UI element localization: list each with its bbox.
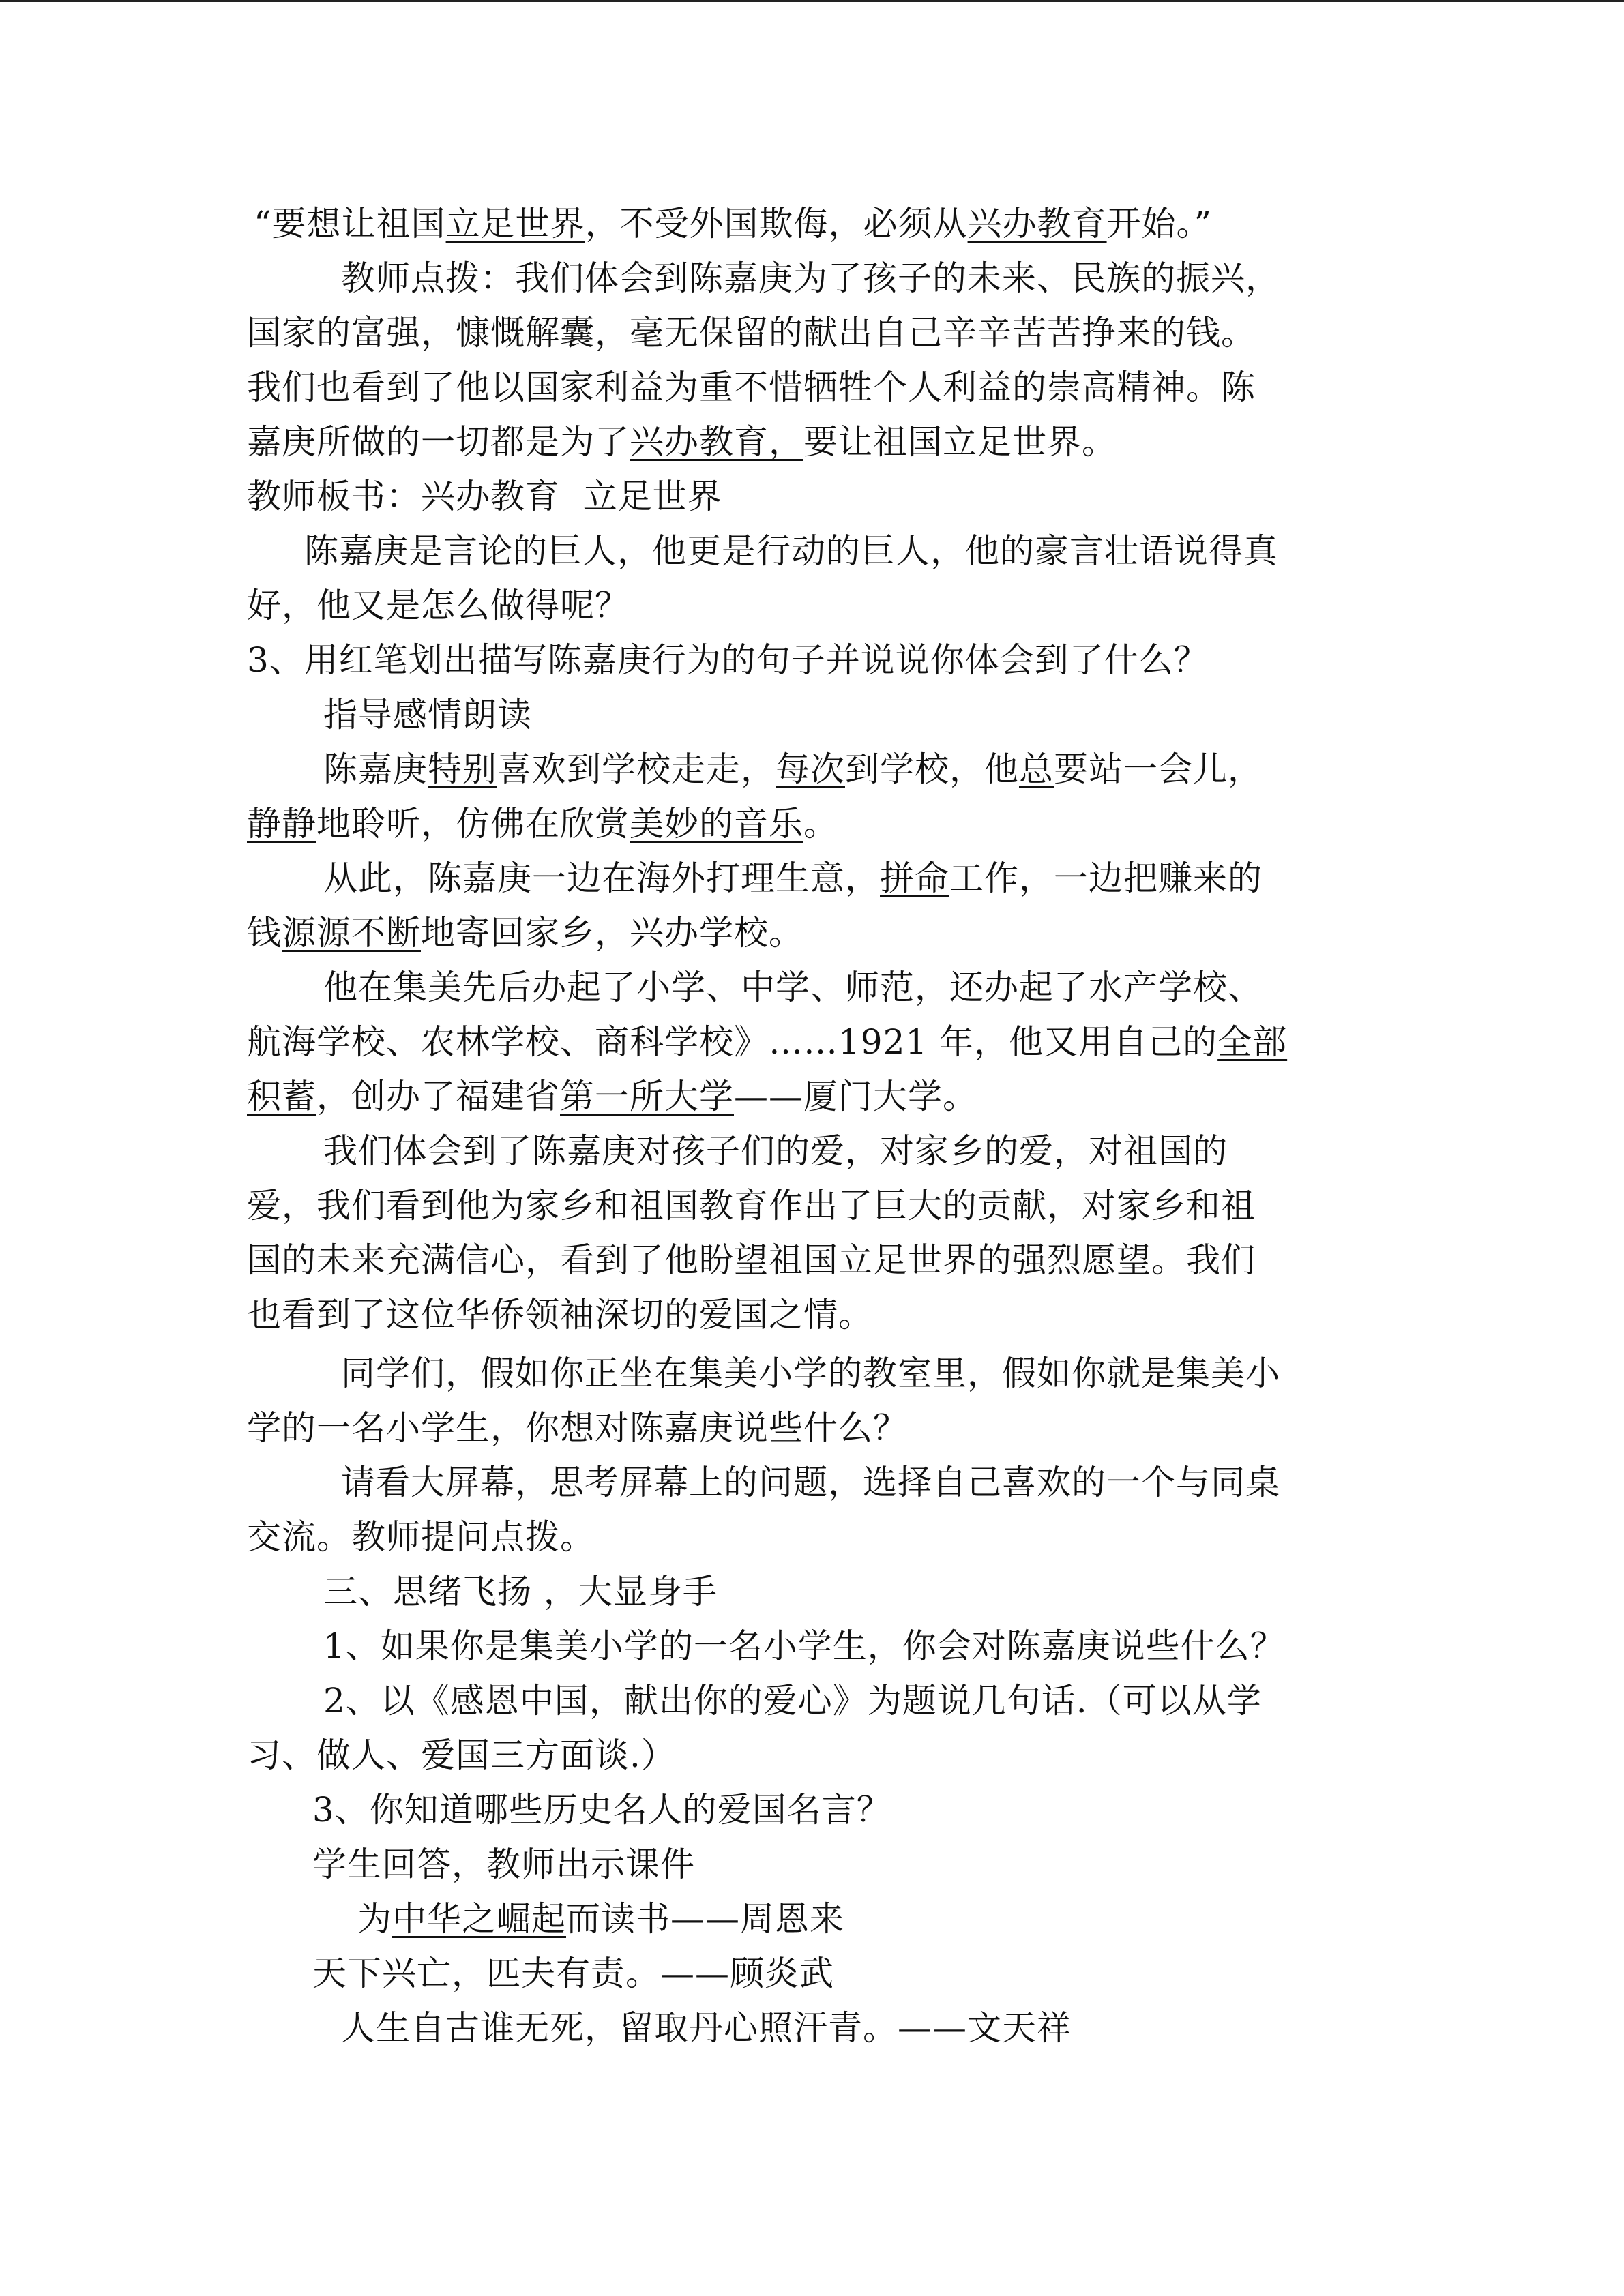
text-line (247, 311, 1256, 355)
text-run: 为 (357, 1899, 392, 1939)
text-line (312, 1952, 834, 1995)
text-run: 教师点拨：我们体会到陈嘉庚为了孩子的未来、民族的振兴， (341, 258, 1280, 298)
text-line (323, 747, 1263, 791)
underlined-text: 兴办教育， (630, 422, 803, 462)
text-run: 人生自古谁无死，留取丹心照汗青。——文天祥 (341, 2008, 1072, 2048)
text-line (312, 1788, 891, 1832)
text-run: 航海学校、农林学校、商科学校》……1921 年，他又用自己的 (247, 1022, 1218, 1062)
text-run: 地寄回家乡，兴办学校。 (421, 913, 803, 953)
text-line (247, 1293, 873, 1337)
text-run: 天下兴亡，匹夫有责。——顾炎武 (312, 1954, 834, 1993)
text-run: ，创办了福建省 (316, 1077, 560, 1116)
underlined-text: 每次 (776, 749, 845, 789)
text-run: 交流。教师提问点拨。 (247, 1517, 595, 1557)
text-run: 陈嘉庚是言论的巨人，他更是行动的巨人，他的豪言壮语说得真 (304, 531, 1278, 571)
text-run: 3、你知道哪些历史名人的爱国名言？ (312, 1790, 891, 1830)
text-run: 国的未来充满信心，看到了他盼望祖国立足世界的强烈愿望。我们 (247, 1240, 1256, 1280)
text-line (323, 1679, 1262, 1723)
underlined-text: 总 (1019, 749, 1054, 789)
text-run: 我们也看到了他以国家利益为重不惜牺牲个人利益的崇高精神。陈 (247, 368, 1256, 407)
text-run: “要想让祖国 (254, 204, 446, 243)
text-line (323, 966, 1263, 1009)
text-line (323, 1624, 1285, 1668)
text-run: 习、做人、爱国三方面谈.） (247, 1735, 676, 1775)
underlined-text: 中华之崛起 (392, 1899, 566, 1939)
text-line (357, 1897, 844, 1941)
text-run: ，不受外国欺侮，必须从 (585, 204, 968, 243)
text-run: 好，他又是怎么做得呢？ (247, 586, 630, 625)
underlined-text: 立足世界 (445, 204, 585, 243)
text-run: 教师板书：兴办教育 立足世界 (247, 477, 722, 516)
text-run: 学生回答，教师出示课件 (312, 1845, 695, 1884)
text-run: 同学们，假如你正坐在集美小学的教室里，假如你就是集美小 (341, 1354, 1280, 1393)
text-run: 到学校，他 (845, 749, 1019, 789)
text-run: 要站一会儿， (1054, 749, 1263, 789)
text-run: 嘉庚所做的一切都是为了 (247, 422, 630, 462)
text-line (247, 584, 630, 627)
text-run: 我们体会到了陈嘉庚对孩子们的爱，对家乡的爱，对祖国的 (323, 1131, 1228, 1171)
text-line (341, 2006, 1072, 2050)
text-line (341, 1352, 1280, 1395)
text-run: 要让祖国立足世界。 (803, 422, 1117, 462)
text-run: ——厦门大学。 (734, 1077, 977, 1116)
text-run: 陈嘉庚 (323, 749, 428, 789)
text-run: 地聆听，仿佛在欣赏 (316, 804, 630, 844)
text-line (341, 256, 1280, 300)
text-line (254, 202, 1212, 245)
text-line (323, 1129, 1228, 1173)
text-run: 从此，陈嘉庚一边在海外打理生意， (323, 859, 880, 898)
text-line (247, 1238, 1256, 1282)
underlined-text: 积蓄 (247, 1077, 316, 1116)
text-run: 请看大屏幕，思考屏幕上的问题，选择自己喜欢的一个与同桌 (341, 1463, 1280, 1502)
text-run: 2、以《感恩中国，献出你的爱心》为题说几句话.（可以从学 (323, 1681, 1262, 1720)
text-line (247, 366, 1256, 409)
text-run: 指导感情朗读 (323, 695, 532, 734)
text-line (323, 693, 532, 736)
text-run: 喜欢到学校走走， (497, 749, 776, 789)
text-run: 1、如果你是集美小学的一名小学生，你会对陈嘉庚说些什么？ (323, 1626, 1285, 1666)
text-line (247, 475, 722, 518)
underlined-text: 全部 (1217, 1022, 1288, 1062)
underlined-text: 美妙的音乐 (630, 804, 803, 844)
underlined-text: 兴办教育 (967, 204, 1107, 243)
underlined-text: 静静 (247, 804, 316, 844)
text-line (247, 638, 1209, 682)
text-run: 钱 (247, 913, 282, 953)
text-run: 爱，我们看到他为家乡和祖国教育作出了巨大的贡献，对家乡和祖 (247, 1186, 1256, 1225)
underlined-text: 特别 (428, 749, 497, 789)
text-line (247, 1733, 676, 1777)
underlined-text: 第一所大学 (560, 1077, 734, 1116)
underlined-text: 拼命 (880, 859, 949, 898)
text-line (247, 1406, 908, 1450)
text-run: 三、思绪飞扬 ，大显身手 (323, 1572, 718, 1611)
text-run: 。 (803, 804, 838, 844)
text-line (312, 1843, 695, 1886)
text-line (247, 1020, 1287, 1064)
text-line (341, 1461, 1280, 1504)
text-line (247, 1515, 595, 1559)
text-run: 而读书——周恩来 (566, 1899, 844, 1939)
text-run: 3、用红笔划出描写陈嘉庚行为的句子并说说你体会到了什么？ (247, 640, 1209, 680)
text-line (323, 856, 1263, 900)
text-line (247, 1184, 1256, 1227)
text-line (323, 1570, 718, 1613)
text-line (247, 911, 803, 955)
text-run: 开始。” (1106, 204, 1213, 243)
text-run: 他在集美先后办起了小学、中学、师范，还办起了水产学校、 (323, 968, 1263, 1007)
underlined-text: 源源不断 (282, 913, 421, 953)
text-run: 学的一名小学生，你想对陈嘉庚说些什么？ (247, 1408, 908, 1448)
text-run: 国家的富强，慷慨解囊，毫无保留的献出自己辛辛苦苦挣来的钱。 (247, 313, 1256, 353)
text-line (247, 420, 1117, 464)
text-line (247, 1075, 977, 1118)
text-run: 工作，一边把赚来的 (949, 859, 1263, 898)
text-run: 也看到了这位华侨领袖深切的爱国之情。 (247, 1295, 873, 1335)
text-line (247, 802, 838, 846)
text-line (304, 529, 1278, 573)
